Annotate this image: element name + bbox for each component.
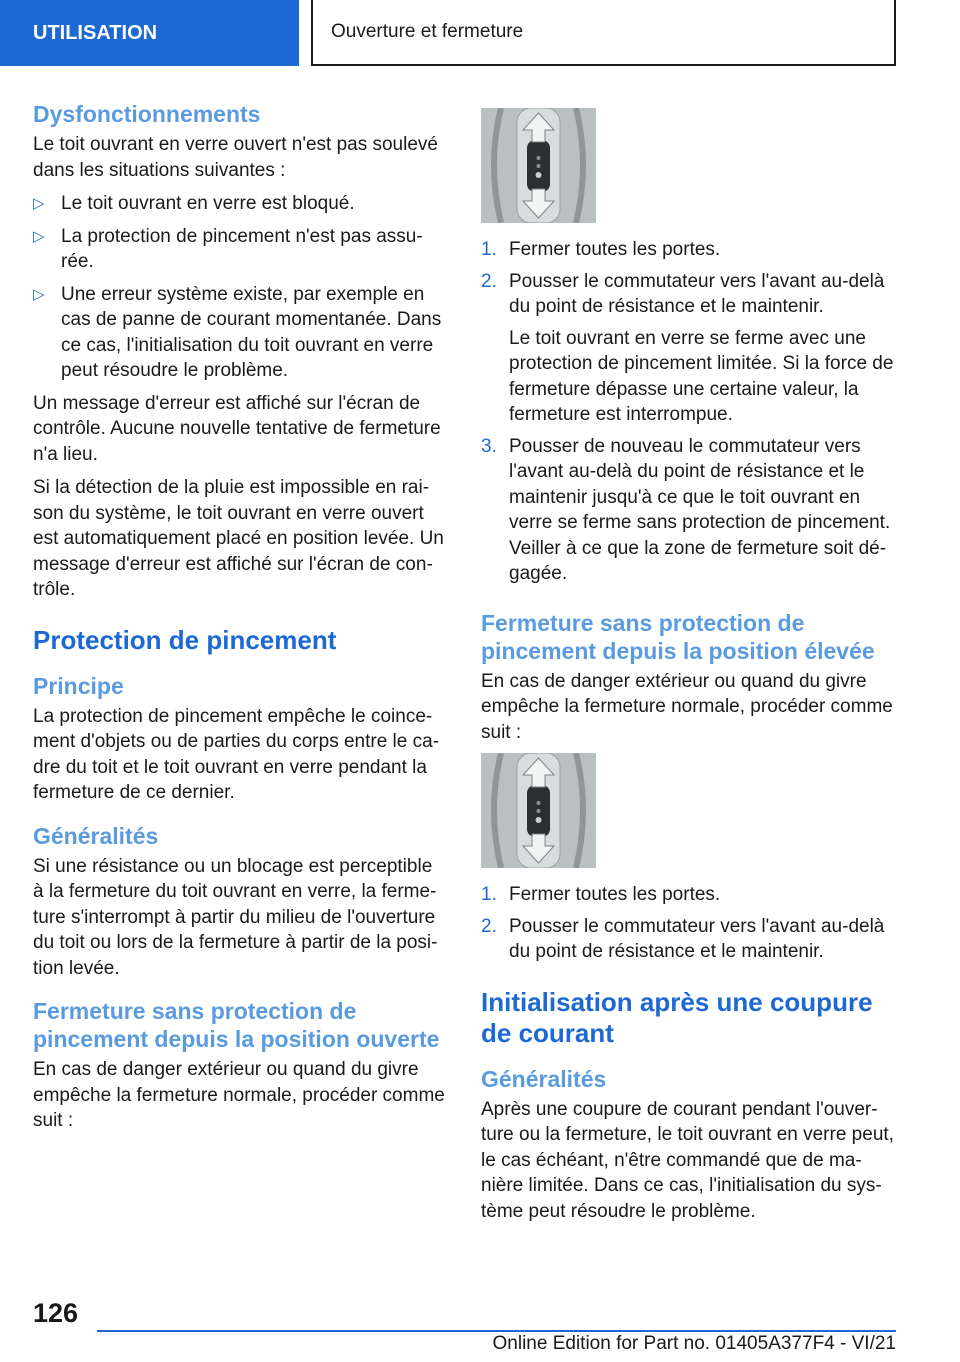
heading-principe: Principe xyxy=(33,672,124,699)
list-item: ▷ La protection de pincement n'est pas assurée. xyxy=(33,225,423,272)
list-item: 2. Pousser le commutateur vers l'avant au-delà du point de résistance et le maintenir. Le toit ouvrant en verre se ferme avec une protection de pincement limitée. Si la force de fermeture dépasse une certaine valeur, la fermeture est interrompue. xyxy=(481,269,896,428)
steps-list-1 xyxy=(481,237,896,587)
para-dys-rain: Si la détection de la pluie est impossible en raison du système, le toit ouvrant en verre ouvert est automatiquement placé en position levée. Un message d'erreur est affiché sur l'écran de contrôle. xyxy=(33,477,444,600)
triangle-bullet-icon: ▷ xyxy=(33,285,45,303)
section-title: UTILISATION xyxy=(33,21,158,44)
section-tab xyxy=(0,0,299,66)
triangle-bullet-icon: ▷ xyxy=(33,227,45,245)
list-item: ▷ Une erreur système existe, par exemple en cas de panne de courant momentanée. Dans ce cas, l'initialisation du toit ouvrant en verre peut résoudre le problème. xyxy=(33,283,442,381)
triangle-bullet-icon: ▷ xyxy=(33,195,45,212)
edition-text: Online Edition for Part no. 01405A377F4 - VI/21 xyxy=(492,1333,896,1354)
heading-dysfonctionnements: Dysfonctionnements xyxy=(33,101,261,127)
steps-list-2 xyxy=(481,882,896,965)
list-item: 2. Pousser le commutateur vers l'avant au-delà du point de résistance et le maintenir. xyxy=(481,915,885,962)
sunroof-switch-image xyxy=(481,753,596,868)
list-item: 1. Fermer toutes les portes. xyxy=(481,884,721,905)
heading-generalites-2: Généralités xyxy=(481,1065,607,1092)
heading-fermeture-ouverte: Fermeture sans protection de pincement depuis la position ouverte xyxy=(33,998,440,1052)
para-fermeture-ouverte: En cas de danger extérieur ou quand du givre empêche la fermeture normale, procéder comme suit : xyxy=(33,1059,445,1131)
heading-generalites: Généralités xyxy=(33,822,159,849)
para-generalites: Si une résistance ou un blocage est perceptible à la fermeture du toit ouvrant en verre, la fermeture s'interrompt à partir du milieu de l'ouverture du toit ou lors de la fermeture à partir de la position levée. xyxy=(33,855,438,979)
para-principe: La protection de pincement empêche le coincement d'objets ou de parties du corps entre le cadre du toit et le toit ouvrant en verre pendant la fermeture de ce dernier. xyxy=(33,705,440,803)
para-fermeture-elevee: En cas de danger extérieur ou quand du givre empêche la fermeture normale, procéder comme suit : xyxy=(481,670,893,743)
footer-divider xyxy=(97,1330,896,1332)
sunroof-switch-image xyxy=(481,108,596,223)
heading-fermeture-elevee: Fermeture sans protection de pincement depuis la position élevée xyxy=(481,609,875,664)
para-dys-intro: Le toit ouvrant en verre ouvert n'est pas soulevé dans les situations suivantes : xyxy=(33,134,438,181)
left-column xyxy=(33,100,448,1142)
para-initialisation: Après une coupure de courant pendant l'ouverture ou la fermeture, le toit ouvrant en verre peut, le cas échéant, n'être commandé que de manière limitée. Dans ce cas, l'initialisation du système peut résoudre le problème. xyxy=(481,1098,894,1222)
list-item: 3. Pousser de nouveau le commutateur vers l'avant au-delà du point de résistance et le maintenir jusqu'à ce que le toit ouvrant en verre se ferme sans protection de pincement. Veiller à ce que la zone de fermeture soit dégagée. xyxy=(481,435,891,584)
para-dys-message: Un message d'erreur est affiché sur l'écran de contrôle. Aucune nouvelle tentative de fermeture n'a lieu. xyxy=(33,392,441,465)
heading-initialisation: Initialisation après une coupure de courant xyxy=(481,986,873,1048)
chapter-title: Ouverture et fermeture xyxy=(331,21,524,42)
page-number: 126 xyxy=(33,1298,79,1328)
list-item: 1. Fermer toutes les portes. xyxy=(481,239,721,260)
heading-protection: Protection de pincement xyxy=(33,624,337,655)
right-column xyxy=(481,100,896,1232)
chapter-tab xyxy=(311,0,896,66)
dys-bullet-list xyxy=(33,191,448,384)
list-item: ▷ Le toit ouvrant en verre est bloqué. xyxy=(33,191,448,217)
step-note: Le toit ouvrant en verre se ferme avec une protection de pincement limitée. Si la force de fermeture dépasse une certaine valeur, la fermeture est interrompue. xyxy=(509,327,894,425)
